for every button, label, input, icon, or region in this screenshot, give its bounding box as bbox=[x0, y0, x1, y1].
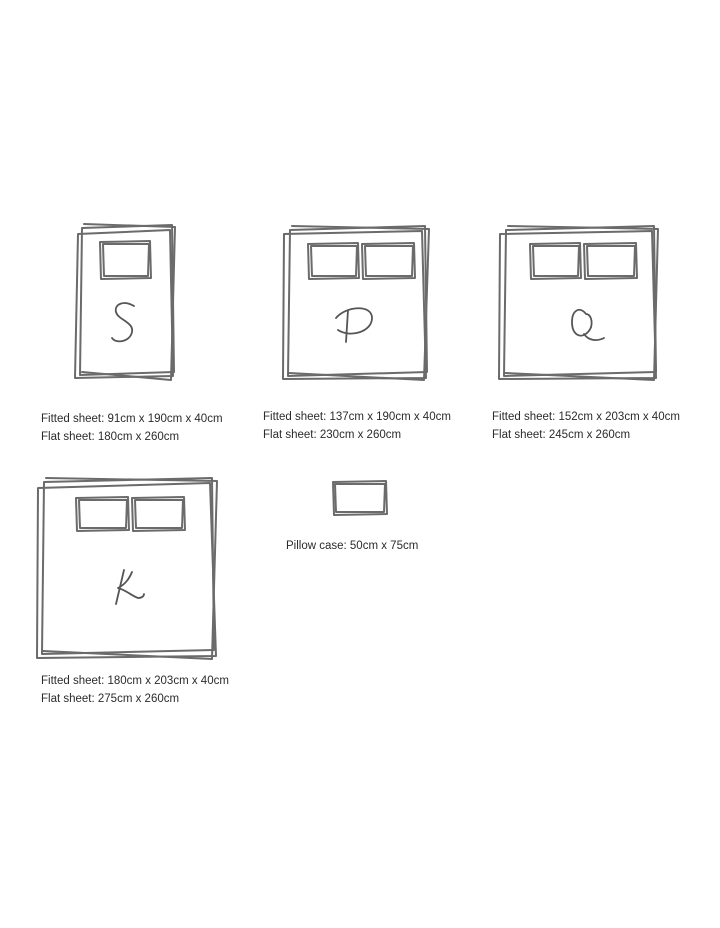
queen-bed-sketch bbox=[496, 222, 666, 382]
queen-fitted-text: Fitted sheet: 152cm x 203cm x 40cm bbox=[492, 411, 680, 423]
king-fitted-text: Fitted sheet: 180cm x 203cm x 40cm bbox=[41, 675, 229, 687]
single-fitted-text: Fitted sheet: 91cm x 190cm x 40cm bbox=[41, 413, 223, 425]
king-size-caption bbox=[41, 673, 229, 708]
single-bed-illustration bbox=[72, 222, 182, 382]
king-bed-illustration bbox=[34, 474, 224, 664]
double-fitted-text: Fitted sheet: 137cm x 190cm x 40cm bbox=[263, 411, 451, 423]
double-size-caption bbox=[263, 409, 451, 444]
double-bed-illustration bbox=[280, 222, 435, 382]
pillow-case-sketch bbox=[330, 478, 390, 518]
pillow-size-caption bbox=[286, 538, 418, 556]
king-flat-text: Flat sheet: 275cm x 260cm bbox=[41, 692, 180, 705]
single-bed-sketch bbox=[72, 222, 182, 382]
single-size-caption bbox=[41, 411, 223, 446]
king-bed-sketch bbox=[34, 474, 224, 664]
king-initial-mark bbox=[116, 570, 144, 604]
queen-size-caption bbox=[492, 409, 680, 444]
double-bed-sketch bbox=[280, 222, 435, 382]
queen-initial-mark bbox=[572, 310, 604, 340]
single-flat-text: Flat sheet: 180cm x 260cm bbox=[41, 430, 180, 443]
double-initial-mark bbox=[336, 308, 372, 342]
double-flat-text: Flat sheet: 230cm x 260cm bbox=[263, 428, 402, 441]
pillow-case-text: Pillow case: 50cm x 75cm bbox=[286, 540, 419, 552]
single-initial-mark bbox=[112, 303, 134, 341]
pillow-case-illustration bbox=[330, 478, 390, 523]
queen-bed-illustration bbox=[496, 222, 666, 382]
queen-flat-text: Flat sheet: 245cm x 260cm bbox=[492, 428, 631, 441]
